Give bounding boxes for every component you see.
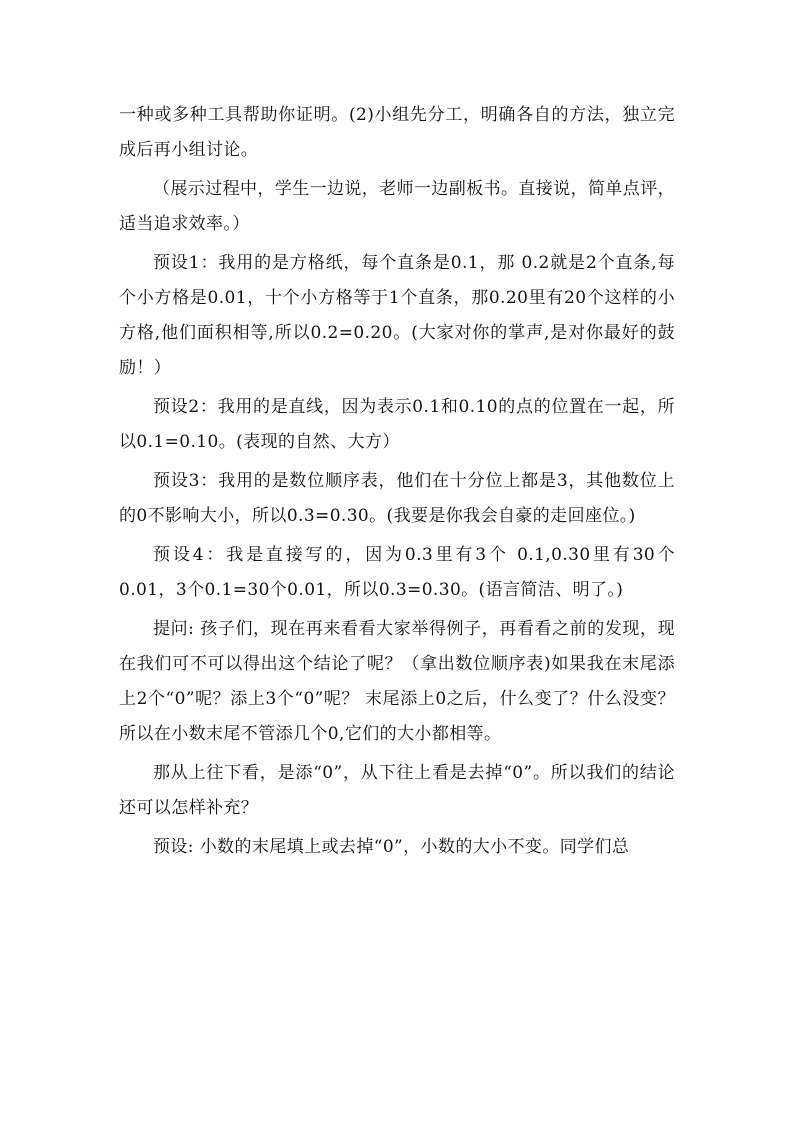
paragraph-9: 预设: 小数的末尾填上或去掉“0”，小数的大小不变。同学们总	[153, 837, 630, 857]
paragraph-2: （展示过程中，学生一边说，老师一边副板书。直接说，简单点评，适当追求效率。）	[119, 179, 675, 234]
paragraph-7: 提问: 孩子们，现在再来看看大家举得例子，再看看之前的发现，现在我们可不可以得出这个结论了呢？（拿出数位顺序表)如果我在末尾添上2个“0”呢？添上3个“0”呢？ 末尾添上0之后，什么变了？什么没变？所以在小数末尾不管添几个0,它们的大小都相等。	[119, 619, 675, 744]
paragraph-5: 预设3：我用的是数位顺序表，他们在十分位上都是3，其他数位上的0不影响大小，所以0.3=0.30。(我要是你我会自豪的走回座位。)	[119, 471, 675, 526]
paragraph-3: 预设1：我用的是方格纸，每个直条是0.1，那 0.2就是2个直条,每个小方格是0.01，十个小方格等于1个直条，那0.20里有20个这样的小方格,他们面积相等,所以0.2=0.20。(大家对你的掌声,是对你最好的鼓励！）	[119, 253, 675, 378]
paragraph-1: 一种或多种工具帮助你证明。(2)小组先分工，明确各自的方法，独立完成后再小组讨论。	[119, 105, 675, 160]
document-body	[119, 98, 675, 869]
paragraph-6: 预设4：我是直接写的，因为0.3里有3个 0.1,0.30里有30个0.01，3个0.1=30个0.01，所以0.3=0.30。(语言简洁、明了。)	[119, 545, 675, 600]
paragraph-8: 那从上往下看，是添“0”，从下往上看是去掉“0”。所以我们的结论还可以怎样补充？	[119, 763, 675, 818]
paragraph-4: 预设2：我用的是直线，因为表示0.1和0.10的点的位置在一起，所以0.1=0.10。(表现的自然、大方）	[119, 397, 675, 452]
